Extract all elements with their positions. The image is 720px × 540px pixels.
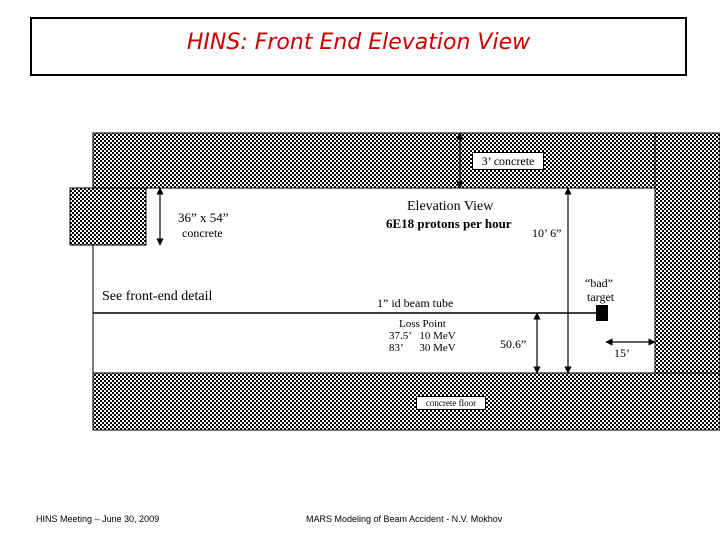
beam-tube-label: 1” id beam tube — [377, 296, 454, 310]
page-title: HINS: Front End Elevation View — [186, 30, 531, 55]
bad-target-label-2: target — [587, 290, 615, 304]
block-size-label: 36” x 54” — [178, 210, 229, 225]
loss-point-title: Loss Point — [399, 318, 446, 330]
target-distance-label: 15’ — [614, 346, 630, 360]
bad-target — [596, 305, 608, 321]
protons-label: 6E18 protons per hour — [386, 216, 512, 231]
block-material-label: concrete — [182, 226, 223, 240]
ceiling-height-label: 10’ 6” — [532, 226, 562, 240]
floor-label: concrete floor — [416, 396, 486, 410]
front-end-note: See front-end detail — [102, 289, 213, 304]
loss-point-line-2: 83’ 30 MeV — [389, 342, 456, 354]
floor-concrete — [93, 373, 720, 430]
footer-left: HINS Meeting – June 30, 2009 — [36, 514, 160, 524]
loss-point-line-1: 37.5’ 10 MeV — [389, 330, 456, 342]
top-concrete-label: 3’ concrete — [472, 152, 544, 170]
concrete-block — [70, 188, 146, 245]
footer-center: MARS Modeling of Beam Accident - N.V. Mokhov — [306, 514, 503, 524]
bad-target-label-1: “bad” — [585, 276, 613, 290]
beam-height-label: 50.6” — [500, 337, 527, 351]
elevation-view-label: Elevation View — [407, 199, 494, 214]
ceiling-concrete — [93, 133, 720, 188]
